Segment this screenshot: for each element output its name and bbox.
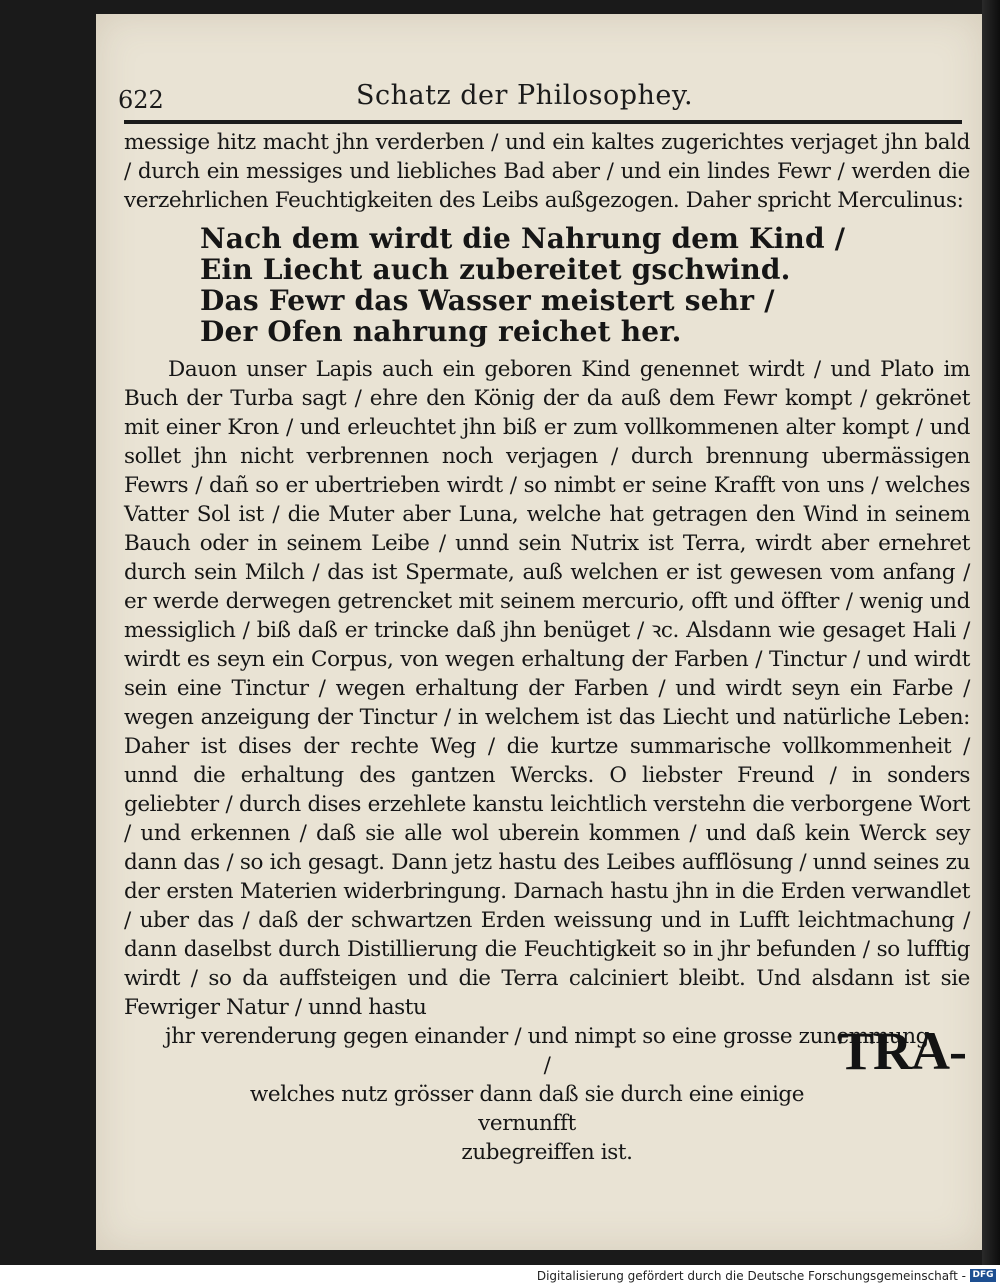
tail-line-1: jhr verenderung gegen einander / und nimpt so eine grosse zunemmung / <box>164 1024 930 1078</box>
verse-line-3: Das Fewr das Wasser meistert sehr / <box>200 284 775 317</box>
funding-notice: Digitalisierung gefördert durch die Deutsche Forschungsgemeinschaft - <box>536 1269 966 1283</box>
text-block <box>124 128 970 1167</box>
verse-line-1: Nach dem wirdt die Nahrung dem Kind / <box>200 222 846 255</box>
tail-line-3: zubegreiffen ist. <box>461 1140 633 1165</box>
paragraph-2: Dauon unser Lapis auch ein geboren Kind genennet wirdt / und Plato im Buch der Turba sagt / ehre den König der da auß dem Fewr kompt / gekrönet mit einer Kron / und erleuchtet jhn biß er zum vollkommenen alter kompt / und sollet jhn nicht verbrennen noch verjagen / durch brennung ubermässigen Fewrs / dañ so er ubertrieben wirdt / so nimbt er seine Krafft von uns / welches Vatter Sol ist / die Muter aber Luna, welche hat getragen den Wind in seinem Bauch oder in seinem Leibe / unnd sein Nutrix ist Terra, wirdt aber ernehret durch sein Milch / das ist Spermate, auß welchen er ist gewesen vom anfang / er werde derwegen getrencket mit seinem mercurio, offt und öffter / wenig und messiglich / biß daß er trincke daß jhn benüget / ꝛc. Alsdann wie gesaget Hali / wirdt es seyn ein Corpus, von wegen erhaltung der Farben / Tinctur / und wirdt sein eine Tinctur / wegen erhaltung der Farben / und wirdt seyn ein Farbe / wegen anzeigung der Tinctur / in welchem ist das Liecht und natürliche Leben: Daher ist dises der rechte Weg / die kurtze summarische vollkommenheit / unnd die erhaltung des gantzen Wercks. O liebster Freund / in sonders geliebter / durch dises erzehlete kanstu leichtlich verstehn die verborgene Wort / und erkennen / daß sie alle wol uberein kommen / und daß kein Werck sey dann das / so ich gesagt. Dann jetz hastu des Leibes aufflösung / unnd seines zu der ersten Materien widerbringung. Darnach hastu jhn in die Erden verwandlet / uber das / daß der schwartzen Erden weissung und in Lufft leichtmachung / dann daselbst durch Distillierung die Feuchtigkeit so in jhr befunden / so lufftig wirdt / so da auffsteigen und die Terra calciniert bleibt. Und alsdann ist sie Fewriger Natur / unnd hastu <box>124 357 970 1020</box>
header-rule <box>124 120 962 124</box>
page-header <box>118 76 918 116</box>
verse-line-2: Ein Liecht auch zubereitet gschwind. <box>200 253 791 286</box>
paragraph-1: messige hitz macht jhn verderben / und ein kaltes zugerichtes verjaget jhn bald / durch ein messiges und liebliches Bad aber / und ein lindes Fewr / werden die verzehrlichen Feuchtigkeiten des Leibs außgezogen. Daher spricht Merculinus: <box>124 130 970 213</box>
verse-block <box>200 223 970 347</box>
verse-line-4: Der Ofen nahrung reichet her. <box>200 315 682 348</box>
page-number: 622 <box>118 86 164 114</box>
running-title: Schatz der Philosophey. <box>356 80 694 111</box>
tail-line-2: welches nutz grösser dann daß sie durch eine einige vernunfft <box>249 1082 805 1136</box>
dfg-logo-icon: DFG <box>970 1269 996 1282</box>
catchword: TRA- <box>838 1021 966 1081</box>
footer-bar <box>0 1265 1000 1287</box>
book-spine <box>982 0 1000 1265</box>
